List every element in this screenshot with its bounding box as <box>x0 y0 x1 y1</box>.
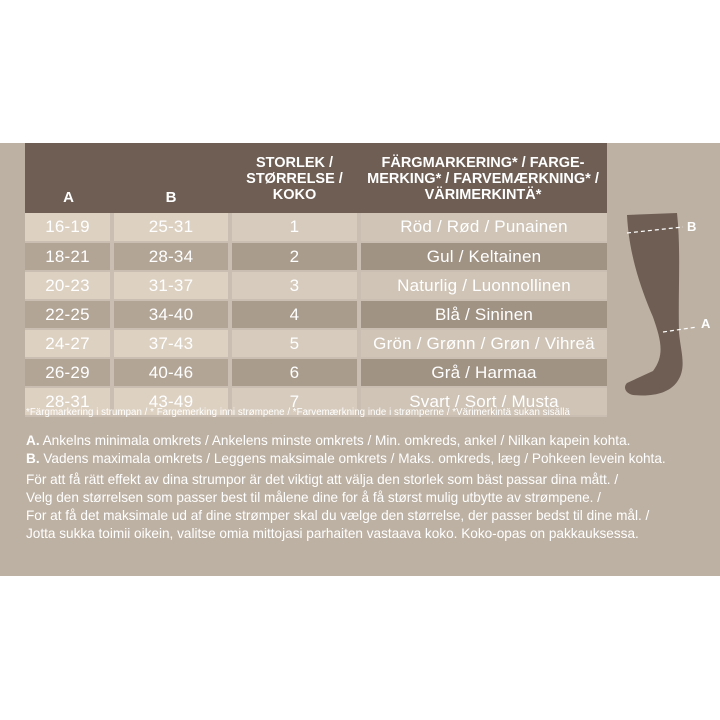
cell-a: 18-21 <box>25 242 112 271</box>
table-row <box>25 271 607 300</box>
header-size-line: KOKO <box>272 187 317 203</box>
cell-size: 4 <box>230 300 359 329</box>
cell-a: 16-19 <box>25 213 112 242</box>
cell-size: 3 <box>230 271 359 300</box>
cell-b: 28-34 <box>112 242 230 271</box>
size-table <box>25 143 607 417</box>
cell-color: Svart / Sort / Musta <box>359 387 607 416</box>
instruction-line: För att få rätt effekt av dina strumpor är det viktigt att välja den storlek som bäst passar dina mått. / <box>26 472 619 487</box>
cell-a: 20-23 <box>25 271 112 300</box>
table-header-row <box>25 143 607 213</box>
cell-a: 26-29 <box>25 358 112 387</box>
cell-a: 28-31 <box>25 387 112 416</box>
cell-size: 2 <box>230 242 359 271</box>
sock-diagram <box>615 205 720 405</box>
header-color-line: FÄRGMARKERING* / FARGE- <box>381 155 585 171</box>
cell-color: Röd / Rød / Punainen <box>359 213 607 242</box>
cell-color: Grön / Grønn / Grøn / Vihreä <box>359 329 607 358</box>
cell-b: 25-31 <box>112 213 230 242</box>
instructions-paragraph <box>26 471 716 543</box>
cell-size: 5 <box>230 329 359 358</box>
definition-b-key: B. <box>26 451 40 466</box>
cell-b: 31-37 <box>112 271 230 300</box>
definition-b-text: Vadens maximala omkrets / Leggens maksimale omkrets / Maks. omkreds, læg / Pohkeen levein kohta. <box>39 451 666 466</box>
label-a: A <box>701 316 711 331</box>
cell-color: Gul / Keltainen <box>359 242 607 271</box>
cell-b: 43-49 <box>112 387 230 416</box>
footnote: *Färgmarkering i strumpan / * Fargemerking inni strømpene / *Farvemærkning inde i strømperne / *Värimerkintä sukan sisällä <box>26 407 570 418</box>
cell-size: 6 <box>230 358 359 387</box>
instruction-line: Velg den størrelsen som passer best til målene dine for å få størst mulig utbytte av strømpene. / <box>26 490 601 505</box>
cell-b: 37-43 <box>112 329 230 358</box>
cell-color: Grå / Harmaa <box>359 358 607 387</box>
instruction-line: Jotta sukka toimii oikein, valitse omia mittojasi parhaiten vastaava koko. Koko-opas on pakkauksessa. <box>26 526 639 541</box>
header-color-line: MERKING* / FARVEMÆRKNING* / <box>367 171 599 187</box>
cell-a: 22-25 <box>25 300 112 329</box>
header-size-line: STØRRELSE / <box>246 171 343 187</box>
definitions <box>26 432 716 468</box>
label-b: B <box>687 219 697 234</box>
header-size <box>230 143 359 213</box>
cell-size: 7 <box>230 387 359 416</box>
sock-icon <box>625 213 683 395</box>
table-row <box>25 300 607 329</box>
definition-b <box>26 450 716 468</box>
cell-color: Blå / Sininen <box>359 300 607 329</box>
cell-size: 1 <box>230 213 359 242</box>
table-row <box>25 329 607 358</box>
instruction-line: For at få det maksimale ud af dine strømper skal du vælge den størrelse, der passer bedst til dine mål. / <box>26 508 650 523</box>
table-row <box>25 358 607 387</box>
header-a: A <box>63 189 74 206</box>
header-size-line: STORLEK / <box>255 155 334 171</box>
cell-a: 24-27 <box>25 329 112 358</box>
table-row <box>25 213 607 242</box>
definition-a-text: Ankelns minimala omkrets / Ankelens minste omkrets / Min. omkreds, ankel / Nilkan kapein kohta. <box>39 433 631 448</box>
header-color-line: VÄRIMERKINTÄ* <box>424 187 542 203</box>
definition-a <box>26 432 716 450</box>
cell-color: Naturlig / Luonnollinen <box>359 271 607 300</box>
header-color-marking <box>359 143 607 213</box>
definition-a-key: A. <box>26 433 40 448</box>
table-row <box>25 242 607 271</box>
header-b: B <box>165 189 177 206</box>
cell-b: 34-40 <box>112 300 230 329</box>
cell-b: 40-46 <box>112 358 230 387</box>
